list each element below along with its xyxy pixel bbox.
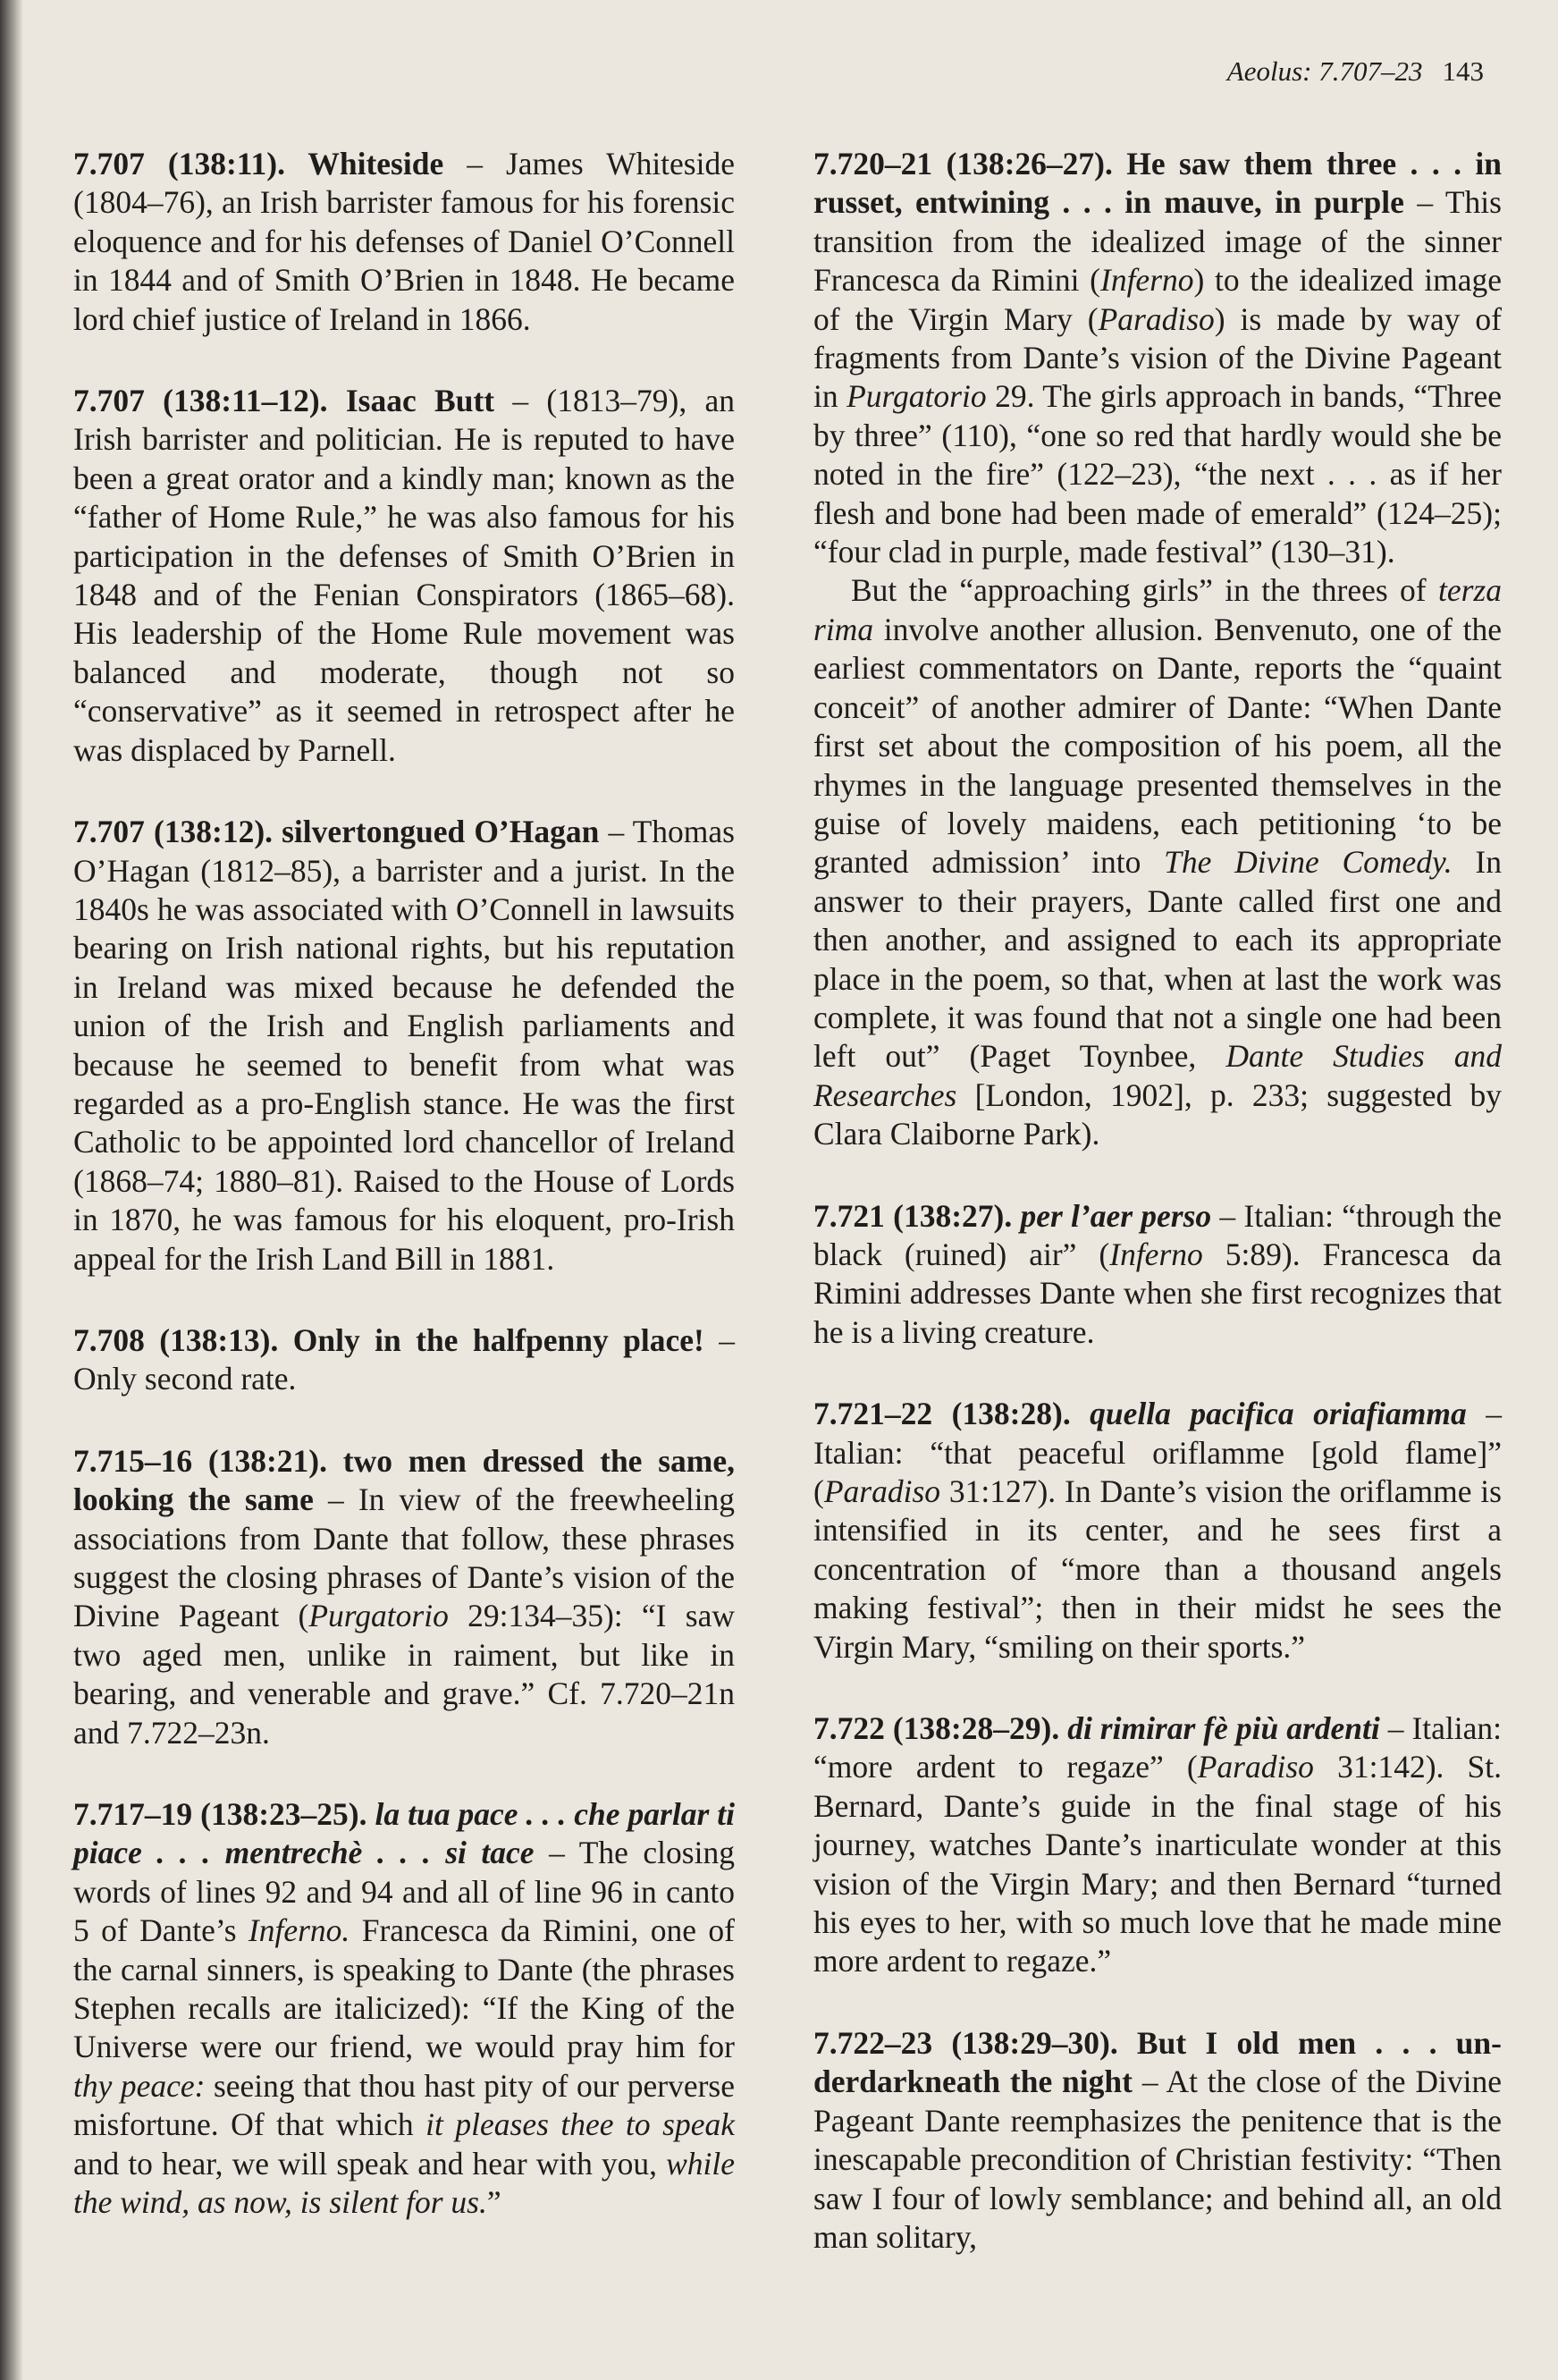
entry-text: – At the close of the Divine Pageant Dante reemphasizes the penitence that is the inescapable precondition of Christian festivity: “Then saw I four of lowly semblance; and behind all, an old man solitary, (813, 2064, 1502, 2255)
annotation-entry (73, 813, 735, 1279)
entry-text: seeing that thou hast pity of our perverse misfortune. Of that which (73, 2067, 735, 2143)
entry-text: – This transition from the idealized image of the sinner Francesca da Rimini ( (813, 184, 1502, 299)
italic-text: Inferno (1100, 262, 1194, 299)
page-gutter-shadow (0, 0, 23, 2380)
entry-paragraph (73, 1321, 735, 1399)
italic-text: Paradiso (823, 1473, 941, 1509)
italic-text: it pleases thee to speak (425, 2106, 735, 2143)
entry-lemma-italic: la tua pace . . . che parlar ti piace . . . mentrechè . . . si tace (73, 1796, 735, 1871)
entry-lemma: 7.708 (138:13). Only in the halfpenny place! (73, 1321, 704, 1358)
left-column (73, 145, 735, 2266)
entry-lemma: 7.722–23 (138:29–30). But I old men . . . underdarkneath the night (813, 2024, 1502, 2100)
annotation-entry (813, 1709, 1502, 1981)
entry-paragraph (813, 145, 1502, 571)
annotation-entry (813, 1197, 1502, 1353)
entry-text: [London, 1902], p. 233; suggested by Clara Claiborne Park). (813, 1076, 1502, 1152)
entry-text: – In view of the freewheeling associations from Dante that follow, these phrases suggest the closing phrases of Dante’s vision of the Divine Pageant ( (73, 1481, 735, 1634)
annotation-entry (73, 145, 735, 339)
entry-paragraph (813, 1197, 1502, 1353)
italic-text: Inferno (1109, 1236, 1203, 1272)
annotation-entry (73, 1795, 735, 2222)
italic-text: Paradiso (1098, 300, 1215, 337)
entry-text: 29:134–35): “I saw two aged men, unlike in raiment, but like in bearing, and venerable and grave.” Cf. 7.720–21n and 7.722–23n. (73, 1598, 735, 1751)
entry-paragraph (73, 382, 735, 770)
annotation-entry (73, 1321, 735, 1399)
entry-paragraph (813, 1395, 1502, 1667)
entry-text: But the “approaching girls” in the threes of (851, 572, 1438, 609)
running-head-title: Aeolus: 7.707–23 (1226, 55, 1423, 87)
entry-paragraph (73, 145, 735, 339)
entry-lemma: 7.717–19 (138:23–25). (73, 1796, 375, 1833)
entry-lemma-italic: di rimirar fè più ardenti (1067, 1710, 1380, 1747)
entry-lemma: 7.722 (138:28–29). (813, 1710, 1068, 1747)
entry-text: ” (486, 2184, 501, 2221)
entry-text: Francesca da Rimini, one of the carnal sinners, is speaking to Dante (the phrases Stephen recalls are italicized): “If the King of the Universe were our friend, we would pray him for (73, 1912, 735, 2065)
entry-lemma: 7.707 (138:11). Whiteside (73, 146, 444, 181)
entry-lemma-italic: quella pacifica oriafiamma (1090, 1396, 1467, 1432)
entry-lemma: 7.720–21 (138:26–27). He saw them three . . . in russet, entwining . . . in mauve, in purple (813, 146, 1502, 221)
entry-text: – Italian: “through the black (ruined) air” ( (813, 1197, 1503, 1272)
entry-text: – James Whiteside (1804–76), an Irish barrister famous for his forensic eloquence and for his defenses of Daniel O’Connell in 1844 and of Smith O’Brien in 1848. He became lord chief justice of Ireland in 1866. (73, 146, 735, 337)
entry-lemma: 7.715–16 (138:21). two men dressed the same, looking the same (73, 1442, 735, 1518)
entry-paragraph (813, 1709, 1502, 1981)
italic-text: Inferno. (248, 1912, 350, 1949)
entry-text: and to hear, we will speak and hear with you, (73, 2145, 667, 2182)
entry-text: In answer to their prayers, Dante called first one and then another, and assigned to each its appropriate place in the poem, so that, when at last the work was complete, it was found that not a single one had been left out” (Paget Toynbee, (813, 844, 1503, 1075)
page-number: 143 (1442, 55, 1484, 87)
annotation-entry (813, 1395, 1502, 1667)
entry-lemma: 7.707 (138:11–12). Isaac Butt (73, 383, 495, 419)
entry-lemma: 7.707 (138:12). silvertongued O’Hagan (73, 814, 600, 850)
entry-paragraph (73, 1442, 735, 1752)
entry-lemma-italic: per l’aer perso (1020, 1197, 1212, 1234)
entry-text: ) is made by way of fragments from Dante’s vision of the Divine Pageant in (813, 300, 1502, 415)
entry-text: – Italian: “that peaceful oriflamme [gold flame]” ( (813, 1396, 1502, 1509)
annotation-entry (813, 145, 1502, 1154)
entry-text: 29. The girls approach in bands, “Three by three” (110), “one so red that hardly would she be noted in the fire” (122–23), “the next . . . as if her flesh and bone had been made of emerald” (124–25); “four clad in purple, made festival” (130–31). (813, 378, 1502, 570)
entry-paragraph (813, 2024, 1502, 2257)
entry-text: – The closing words of lines 92 and 94 and all of line 96 in canto 5 of Dante’s (73, 1835, 735, 1949)
entry-text: – (1813–79), an Irish barrister and politician. He is reputed to have been a great orator and a kindly man; known as the “father of Home Rule,” he was also famous for his participation in the defenses of Smith O’Brien in 1848 and of the Fenian Conspirators (1865–68). His leadership of the Home Rule movement was balanced and moderate, though not so “conservative” as it seemed in retrospect after he was displaced by Parnell. (73, 383, 735, 768)
annotation-entry (813, 2024, 1502, 2257)
italic-text: thy peace: (73, 2067, 206, 2104)
entry-text: 31:142). St. Bernard, Dante’s guide in the final stage of his journey, watches Dante’s inarticulate wonder at this vision of the Virgin Mary; and then Bernard “turned his eyes to her, with so much love that he made mine more ardent to regaze.” (813, 1749, 1503, 1979)
entry-paragraph (73, 813, 735, 1279)
entry-text: – Italian: “more ardent to regaze” ( (813, 1710, 1503, 1785)
running-head (1198, 55, 1484, 88)
right-column (813, 145, 1502, 2300)
annotation-entry (73, 382, 735, 770)
entry-paragraph (813, 571, 1502, 1153)
italic-text: Dante Studies and Researches (813, 1038, 1502, 1113)
entry-lemma: 7.721–22 (138:28). (813, 1396, 1091, 1432)
entry-text: – Only second rate. (73, 1321, 735, 1397)
italic-text: terza rima (813, 572, 1502, 647)
italic-text: Purgatorio (308, 1598, 449, 1634)
entry-lemma: 7.721 (138:27). (813, 1197, 1021, 1234)
italic-text: Purgatorio (846, 378, 987, 415)
italic-text: Paradiso (1197, 1749, 1314, 1785)
entry-text: involve another allusion. Benvenuto, one of the earliest commentators on Dante, reports the “quaint conceit” of another admirer of Dante: “When Dante first set about the composition of his poem, all the rhymes in the language presented themselves in the guise of lovely maidens, each petitioning ‘to be granted admission’ into (813, 611, 1502, 881)
italic-text: The Divine Comedy. (1164, 844, 1453, 881)
entry-text: ) to the idealized image of the Virgin Mary ( (813, 262, 1502, 337)
italic-text: while the wind, as now, is silent for us. (73, 2145, 735, 2221)
entry-paragraph (73, 1795, 735, 2222)
annotation-entry (73, 1442, 735, 1752)
entry-text: 31:127). In Dante’s vision the oriflamme is intensified in its center, and he sees first a concentration of “more than a thousand angels making festival”; then in their midst he sees the Virgin Mary, “smiling on their sports.” (813, 1473, 1502, 1665)
entry-text: 5:89). Francesca da Rimini addresses Dante when she first recognizes that he is a living creature. (813, 1236, 1503, 1350)
entry-text: – Thomas O’Hagan (1812–85), a barrister and a jurist. In the 1840s he was associated with O’Connell in lawsuits bearing on Irish national rights, but his reputation in Ireland was mixed because he defended the union of the Irish and English parliaments and because he seemed to benefit from what was regarded as a pro-English stance. He was the first Catholic to be appointed lord chancellor of Ireland (1868–74; 1880–81). Raised to the House of Lords in 1870, he was famous for his eloquent, pro-Irish appeal for the Irish Land Bill in 1881. (73, 814, 735, 1277)
